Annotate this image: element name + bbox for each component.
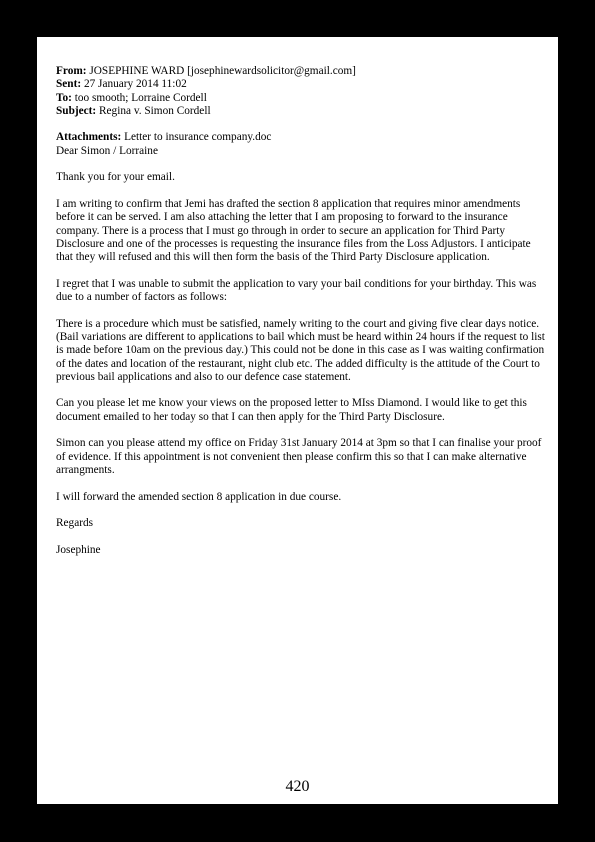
page-number: 420: [285, 778, 310, 795]
attachments-line: [56, 131, 546, 144]
subject-line: [56, 105, 546, 118]
paragraph-section8: I am writing to confirm that Jemi has drafted the section 8 application that requires minor amendments before it can be served. I am also attaching the letter that I am proposing to forward to the insurance company. There is a process that I must go through in order to secure an application for Third Party Disclosure and one of the processes is requesting the insurance files from the Loss Adjustors. I anticipate that they will refused and this will then form the basis of the Third Party Disclosure application.: [56, 197, 531, 264]
from-value: JOSEPHINE WARD [josephinewardsolicitor@gmail.com]: [89, 65, 356, 77]
attachments-label: Attachments:: [56, 131, 122, 144]
sent-label: Sent:: [56, 78, 82, 91]
salutation: Dear Simon / Lorraine: [56, 144, 158, 157]
subject-value: Regina v. Simon Cordell: [99, 104, 211, 117]
attachments-value: Letter to insurance company.doc: [124, 131, 272, 144]
from-label: From:: [56, 65, 87, 77]
document-page: [37, 37, 558, 804]
email-body: [56, 65, 546, 570]
to-value: too smooth; Lorraine Cordell: [74, 91, 207, 104]
subject-label: Subject:: [56, 104, 97, 117]
closing-regards: Regards: [56, 517, 94, 530]
paragraph-bail-regret: I regret that I was unable to submit the application to vary your bail conditions for your birthday. This was due to a number of factors as follows:: [56, 277, 537, 304]
to-label: To:: [56, 91, 72, 104]
sent-value: 27 January 2014 11:02: [83, 78, 187, 91]
paragraph-forward: I will forward the amended section 8 application in due course.: [56, 490, 342, 503]
signature-name: Josephine: [56, 543, 101, 556]
from-line: [56, 65, 546, 78]
paragraph-appointment: Simon can you please attend my office on Friday 31st January 2014 at 3pm so that I can finalise your proof of evidence. If this appointment is not convenient then please confirm this so that I can make alternative arrangments.: [56, 437, 542, 476]
paragraph-thanks: Thank you for your email.: [56, 171, 175, 184]
sent-line: [56, 78, 546, 91]
to-line: [56, 92, 546, 105]
paragraph-views: Can you please let me know your views on the proposed letter to MIss Diamond. I would like to get this document emailed to her today so that I can then apply for the Third Party Disclosure.: [56, 397, 527, 423]
paragraph-procedure: There is a procedure which must be satisfied, namely writing to the court and giving five clear days notice. (Bail variations are different to applications to bail which must be heard within 24 hours if the request to list is made before 10am on the previous day.) This could not be done in this case as I was waiting confirmation of the dates and location of the restaurant, night club etc. The added difficulty is the attitude of the Court to previous bail applications and also to our defence case statement.: [56, 317, 545, 383]
